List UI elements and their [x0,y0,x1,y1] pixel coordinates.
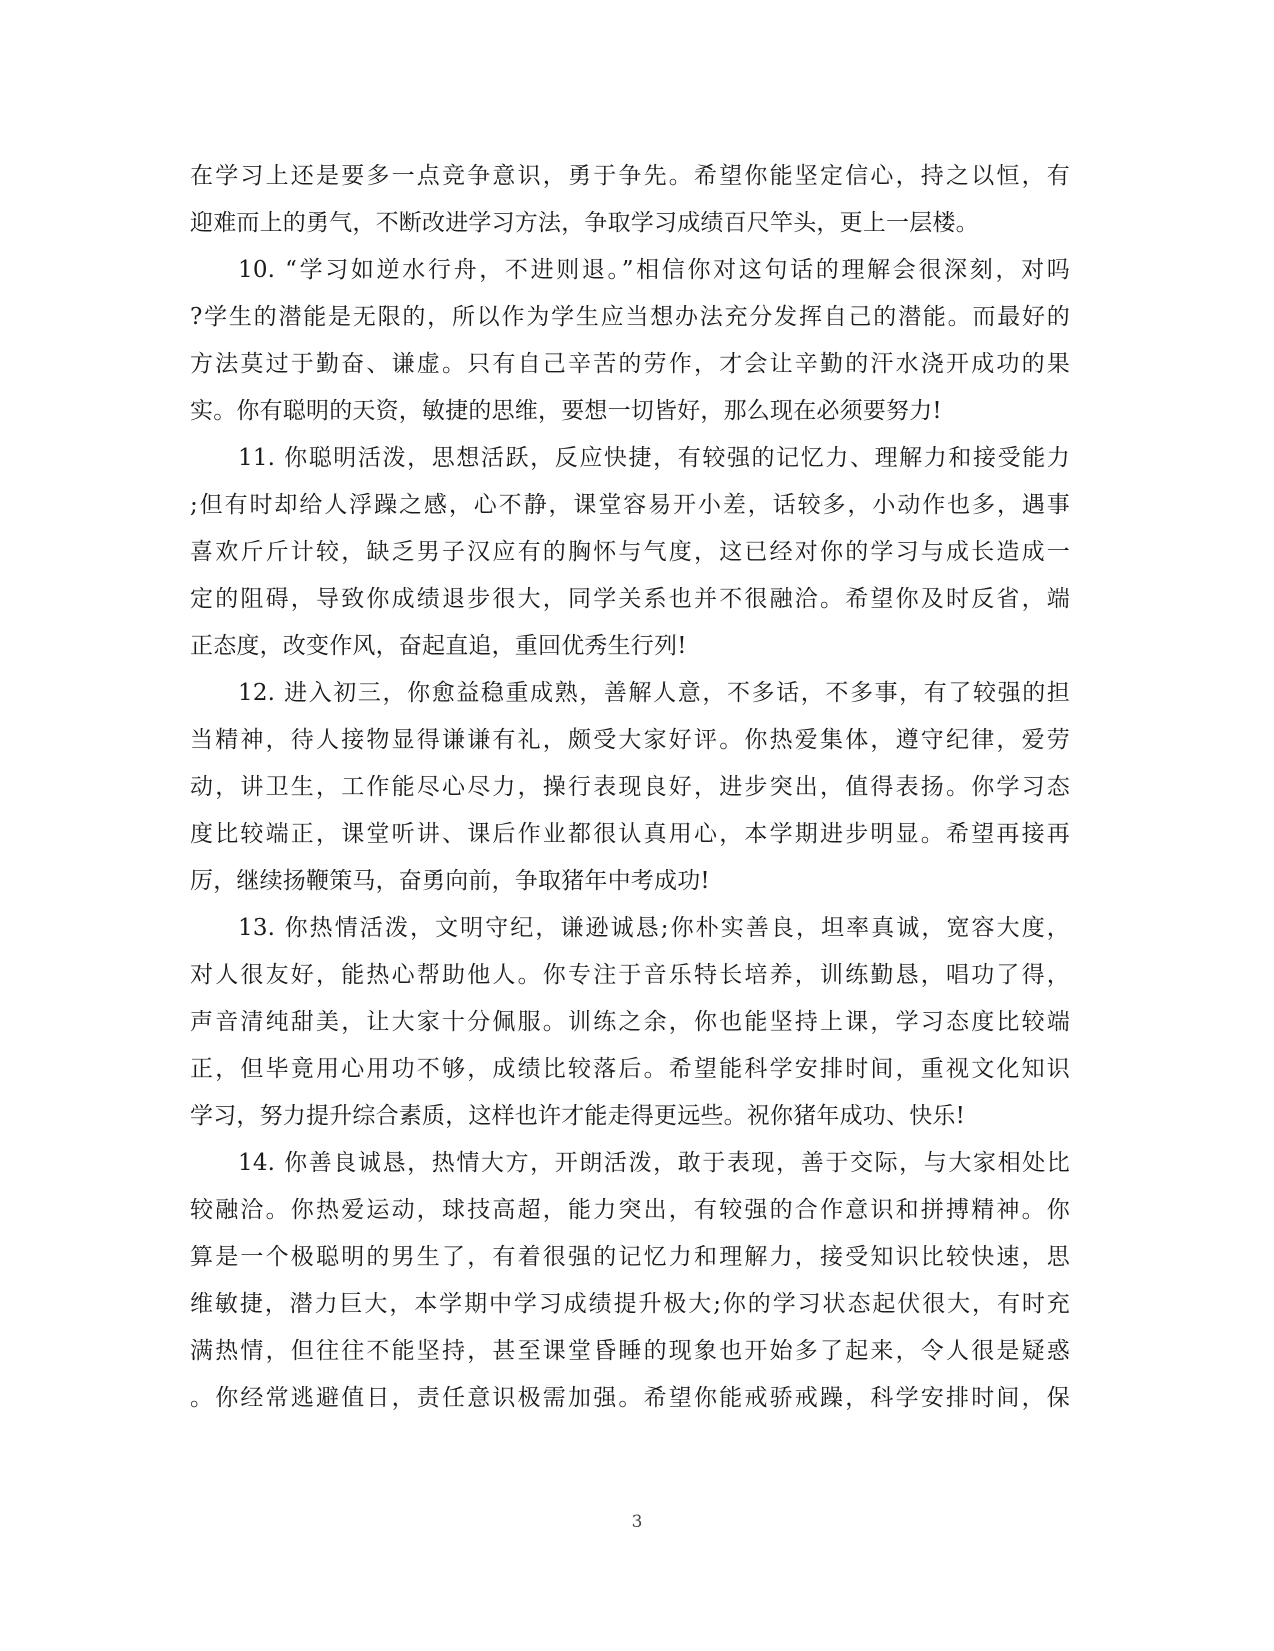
text-line: 厉，继续扬鞭策马，奋勇向前，争取猪年中考成功! [190,868,710,894]
text-line: 。你经常逃避值日，责任意识极需加强。希望你能戒骄戒躁，科学安排时间，保 [190,1385,1070,1411]
text-line: 动，讲卫生，工作能尽心尽力，操行表现良好，进步突出，值得表扬。你学习态 [190,774,1070,800]
text-line: 正，但毕竟用心用功不够，成绩比较落后。希望能科学安排时间，重视文化知识 [190,1056,1070,1082]
text-line: 满热情，但往往不能坚持，甚至课堂昏睡的现象也开始多了起来，令人很是疑惑 [190,1338,1070,1364]
paragraph-14-start: 14. 你善良诚恳，热情大方，开朗活泼，敢于表现，善于交际，与大家相处比 [238,1150,1070,1176]
text-line: 较融洽。你热爱运动，球技高超，能力突出，有较强的合作意识和拼搏精神。你 [190,1197,1070,1223]
text-line: 正态度，改变作风，奋起直追，重回优秀生行列! [190,633,687,659]
text-line: 学习，努力提升综合素质，这样也许才能走得更远些。祝你猪年成功、快乐! [190,1103,966,1129]
paragraph-11-start: 11. 你聪明活泼，思想活跃，反应快捷，有较强的记忆力、理解力和接受能力 [238,445,1070,471]
text-line: 度比较端正，课堂听讲、课后作业都很认真用心，本学期进步明显。希望再接再 [190,821,1070,847]
text-line: 声音清纯甜美，让大家十分佩服。训练之余，你也能坚持上课，学习态度比较端 [190,1009,1070,1035]
page-number: 3 [631,1512,643,1532]
paragraph-13-start: 13. 你热情活泼，文明守纪，谦逊诚恳;你朴实善良，坦率真诚，宽容大度， [238,915,1070,941]
text-line: 喜欢斤斤计较，缺乏男子汉应有的胸怀与气度，这已经对你的学习与成长造成一 [190,539,1070,565]
text-line: 方法莫过于勤奋、谦虚。只有自己辛苦的劳作，才会让辛勤的汗水浇开成功的果 [190,351,1070,377]
text-line: ?学生的潜能是无限的，所以作为学生应当想办法充分发挥自己的潜能。而最好的 [190,304,1070,330]
paragraph-10-start: 10. “学习如逆水行舟，不进则退。”相信你对这句话的理解会很深刻，对吗 [238,257,1070,283]
text-line: 对人很友好，能热心帮助他人。你专注于音乐特长培养，训练勤恳，唱功了得， [190,962,1070,988]
text-line: 迎难而上的勇气，不断改进学习方法，争取学习成绩百尺竿头，更上一层楼。 [190,210,979,236]
text-line: 定的阻碍，导致你成绩退步很大，同学关系也并不很融洽。希望你及时反省，端 [190,586,1070,612]
text-line: 在学习上还是要多一点竞争意识，勇于争先。希望你能坚定信心，持之以恒，有 [190,163,1070,189]
text-line: ;但有时却给人浮躁之感，心不静，课堂容易开小差，话较多，小动作也多，遇事 [190,492,1070,518]
text-line: 算是一个极聪明的男生了，有着很强的记忆力和理解力，接受知识比较快速，思 [190,1244,1070,1270]
text-line: 维敏捷，潜力巨大，本学期中学习成绩提升极大;你的学习状态起伏很大，有时充 [190,1291,1070,1317]
text-line: 实。你有聪明的天资，敏捷的思维，要想一切皆好，那么现在必须要努力! [190,398,942,424]
text-line: 当精神，待人接物显得谦谦有礼，颇受大家好评。你热爱集体，遵守纪律，爱劳 [190,727,1070,753]
paragraph-12-start: 12. 进入初三，你愈益稳重成熟，善解人意，不多话，不多事，有了较强的担 [238,680,1070,706]
